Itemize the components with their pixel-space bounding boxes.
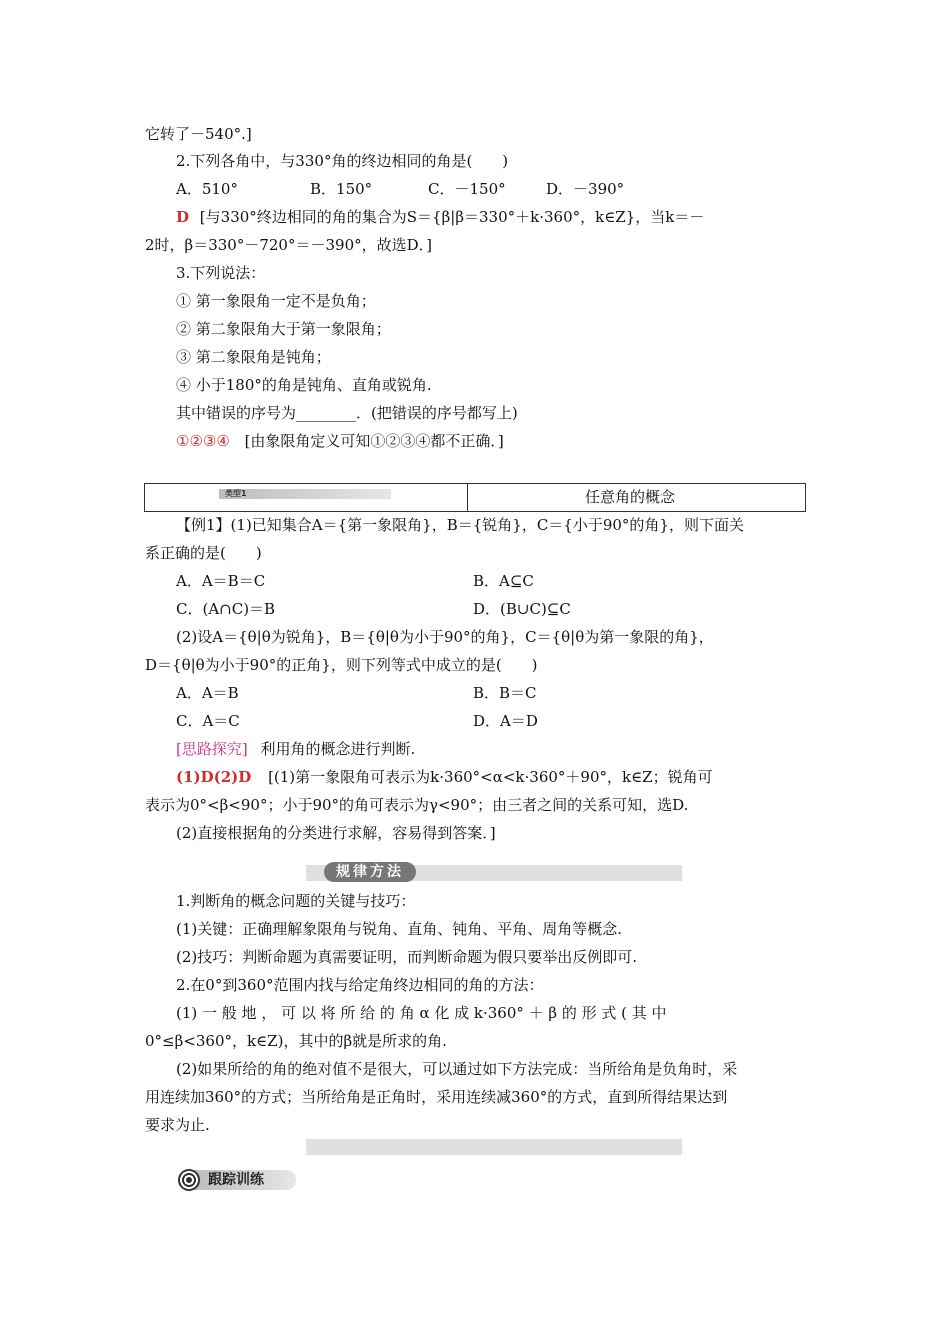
answer-explanation-cont: 2时，β＝330°－720°＝－390°，故选D．] [145,236,432,254]
track-training-title: 跟踪训练 [188,1170,296,1190]
method-2b-cont: 用连续加360°的方式；当所给角是正角时，采用连续减360°的方式，直到所得结果达到 [145,1088,728,1106]
method-2: 2.在0°到360°范围内找与给定角终边相同的角的方法： [176,976,544,994]
statement-4: ④ 小于180°的角是钝角、直角或锐角. [176,376,432,394]
method-1: 1.判断角的概念问题的关键与技巧： [176,892,416,910]
answer-3-label: ①②③④ [176,432,230,450]
question-3: 3.下列说法： [176,264,266,282]
type-header-box [144,483,806,512]
statement-3: ③ 第二象限角是钝角； [176,348,331,366]
method-footer-band [306,1139,682,1155]
example-1-part2: (2)设A＝{θ|θ为锐角}，B＝{θ|θ为小于90°的角}，C＝{θ|θ为第一象限的角}， [176,628,714,646]
example-1-part1-cont: 系正确的是( ) [145,544,262,562]
answer-letter: D [176,208,190,226]
example-answer-label: (1)D(2)D [176,768,252,786]
method-title: 规律方法 [324,862,416,882]
divider [467,484,468,511]
answer-3-line [176,431,504,451]
method-header-band [306,865,682,881]
example-1-part2-cont: D＝{θ|θ为小于90°的正角}，则下列等式中成立的是( ) [145,656,538,674]
method-2a-cont: 0°≤β<360°，k∈Z)，其中的β就是所求的角. [145,1032,447,1050]
answer-3-explanation: [由象限角定义可知①②③④都不正确．] [244,432,504,450]
example-option-c: C．(A∩C)＝B [176,600,276,618]
example2-option-a: A．A＝B [176,684,239,702]
statement-1: ① 第一象限角一定不是负角； [176,292,376,310]
example-option-b: B．A⊆C [473,572,534,590]
example2-option-d: D．A＝D [473,712,538,730]
method-2b-cont2: 要求为止. [145,1116,210,1134]
hint-label: [思路探究] [176,740,248,758]
method-1b: (2)技巧：判断命题为真需要证明，而判断命题为假只要举出反例即可. [176,948,638,966]
question-3-ask: 其中错误的序号为________．(把错误的序号都写上) [176,404,518,422]
target-icon [178,1169,200,1191]
example-option-d: D．(B∪C)⊆C [473,600,571,618]
option-b: B．150° [310,180,373,198]
example-answer-text: [(1)第一象限角可表示为k·360°<α<k·360°＋90°，k∈Z；锐角可 [268,768,713,786]
example2-option-c: C．A＝C [176,712,240,730]
answer-line [176,207,704,227]
method-2b: (2)如果所给的角的绝对值不是很大，可以通过如下方法完成：当所给角是负角时，采 [176,1060,738,1078]
example-answer-line [176,767,713,787]
text-line: 它转了－540°.] [145,125,252,143]
hint-text: 利用角的概念进行判断. [260,740,416,758]
example-option-a: A．A＝B＝C [176,572,266,590]
method-header [306,865,682,881]
type-title: 任意角的概念 [585,488,676,506]
example-1-part1: 【例1】(1)已知集合A＝{第一象限角}，B＝{锐角}，C＝{小于90°的角}，则下面关 [176,516,744,534]
question-2: 2.下列各角中，与330°角的终边相同的角是( ) [176,152,509,170]
method-1a: (1)关键：正确理解象限角与锐角、直角、钝角、平角、周角等概念. [176,920,623,938]
example2-option-b: B．B＝C [473,684,537,702]
method-2a: (1) 一 般 地 ， 可 以 将 所 给 的 角 α 化 成 k·360° ＋ β 的 形 式 ( 其 中 [176,1004,667,1022]
option-c: C．－150° [428,180,506,198]
example-answer-part2: (2)直接根据角的分类进行求解，容易得到答案．] [176,824,496,842]
example-answer-cont: 表示为0°<β<90°；小于90°的角可表示为γ<90°；由三者之间的关系可知，选D. [145,796,689,814]
option-a: A．510° [176,180,238,198]
statement-2: ② 第二象限角大于第一象限角； [176,320,391,338]
answer-explanation: [与330°终边相同的角的集合为S＝{β|β＝330°＋k·360°，k∈Z}，当k＝－ [199,208,705,226]
track-training-header [174,1168,298,1194]
type-tag: 类型1 [219,489,391,499]
hint-line [176,739,415,759]
option-d: D．－390° [546,180,625,198]
